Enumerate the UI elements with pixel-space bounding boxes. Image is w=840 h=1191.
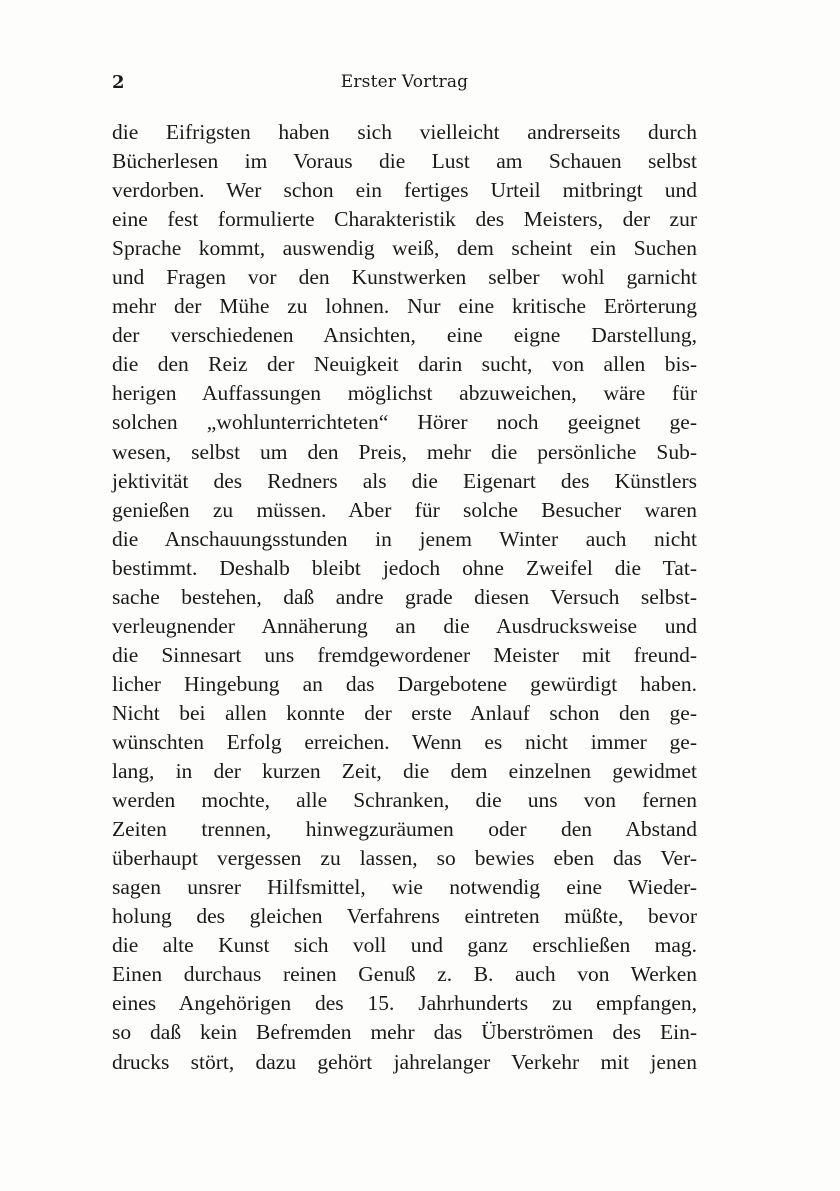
text-line: Einen durchaus reinen Genuß z. B. auch von Werken [112, 962, 697, 987]
text-line: Bücherlesen im Voraus die Lust am Schauen selbst [112, 149, 697, 174]
text-line: genießen zu müssen. Aber für solche Besucher waren [112, 497, 697, 522]
text-line: die Anschauungsstunden in jenem Winter auch nicht [112, 526, 697, 551]
text-line: die Eifrigsten haben sich vielleicht andrerseits durch [112, 120, 697, 144]
body-text [112, 118, 697, 1077]
text-line: wesen, selbst um den Preis, mehr die persönliche Sub- [112, 439, 697, 464]
text-line: herigen Auffassungen möglichst abzuweichen, wäre für [112, 381, 697, 406]
text-line: bestimmt. Deshalb bleibt jedoch ohne Zweifel die Tat- [112, 555, 697, 580]
text-line: wünschten Erfolg erreichen. Wenn es nicht immer ge- [112, 729, 697, 754]
text-line: verleugnender Annäherung an die Ausdrucksweise und [112, 613, 697, 638]
text-line: und Fragen vor den Kunstwerken selber wohl garnicht [112, 265, 697, 290]
running-title: Erster Vortrag [340, 72, 469, 92]
text-line: jektivität des Redners als die Eigenart des Künstlers [112, 468, 697, 493]
text-line: werden mochte, alle Schranken, die uns von fernen [112, 788, 697, 813]
text-line: der verschiedenen Ansichten, eine eigne Darstellung, [112, 323, 697, 348]
text-line: eines Angehörigen des 15. Jahrhunderts zu empfangen, [112, 991, 697, 1016]
text-line: überhaupt vergessen zu lassen, so bewies eben das Ver- [112, 846, 697, 871]
page-number: 2 [112, 72, 125, 93]
text-line: Nicht bei allen konnte der erste Anlauf schon den ge- [112, 700, 697, 725]
text-line: solchen „wohlunterrichteten“ Hörer noch geeignet ge- [112, 410, 697, 435]
text-line: drucks stört, dazu gehört jahrelanger Verkehr mit jenen [112, 1049, 697, 1074]
text-line: mehr der Mühe zu lohnen. Nur eine kritische Erörterung [112, 294, 697, 319]
text-line: lang, in der kurzen Zeit, die dem einzelnen gewidmet [112, 759, 697, 784]
text-line: sache bestehen, daß andre grade diesen Versuch selbst- [112, 584, 697, 609]
text-line: die den Reiz der Neuigkeit darin sucht, von allen bis- [112, 352, 697, 377]
text-line: licher Hingebung an das Dargebotene gewürdigt haben. [112, 671, 697, 696]
text-line: die Sinnesart uns fremdgewordener Meister mit freund- [112, 642, 697, 667]
text-line: Sprache kommt, auswendig weiß, dem scheint ein Suchen [112, 236, 697, 261]
text-line: so daß kein Befremden mehr das Überströmen des Ein- [112, 1020, 697, 1045]
text-line: holung des gleichen Verfahrens eintreten müßte, bevor [112, 904, 697, 929]
page-header [112, 72, 697, 98]
text-line: verdorben. Wer schon ein fertiges Urteil mitbringt und [112, 178, 697, 203]
text-line: sagen unsrer Hilfsmittel, wie notwendig eine Wieder- [112, 875, 697, 900]
text-line: eine fest formulierte Charakteristik des Meisters, der zur [112, 207, 697, 232]
text-line: Zeiten trennen, hinwegzuräumen oder den Abstand [112, 817, 697, 842]
text-line: die alte Kunst sich voll und ganz erschließen mag. [112, 933, 697, 958]
